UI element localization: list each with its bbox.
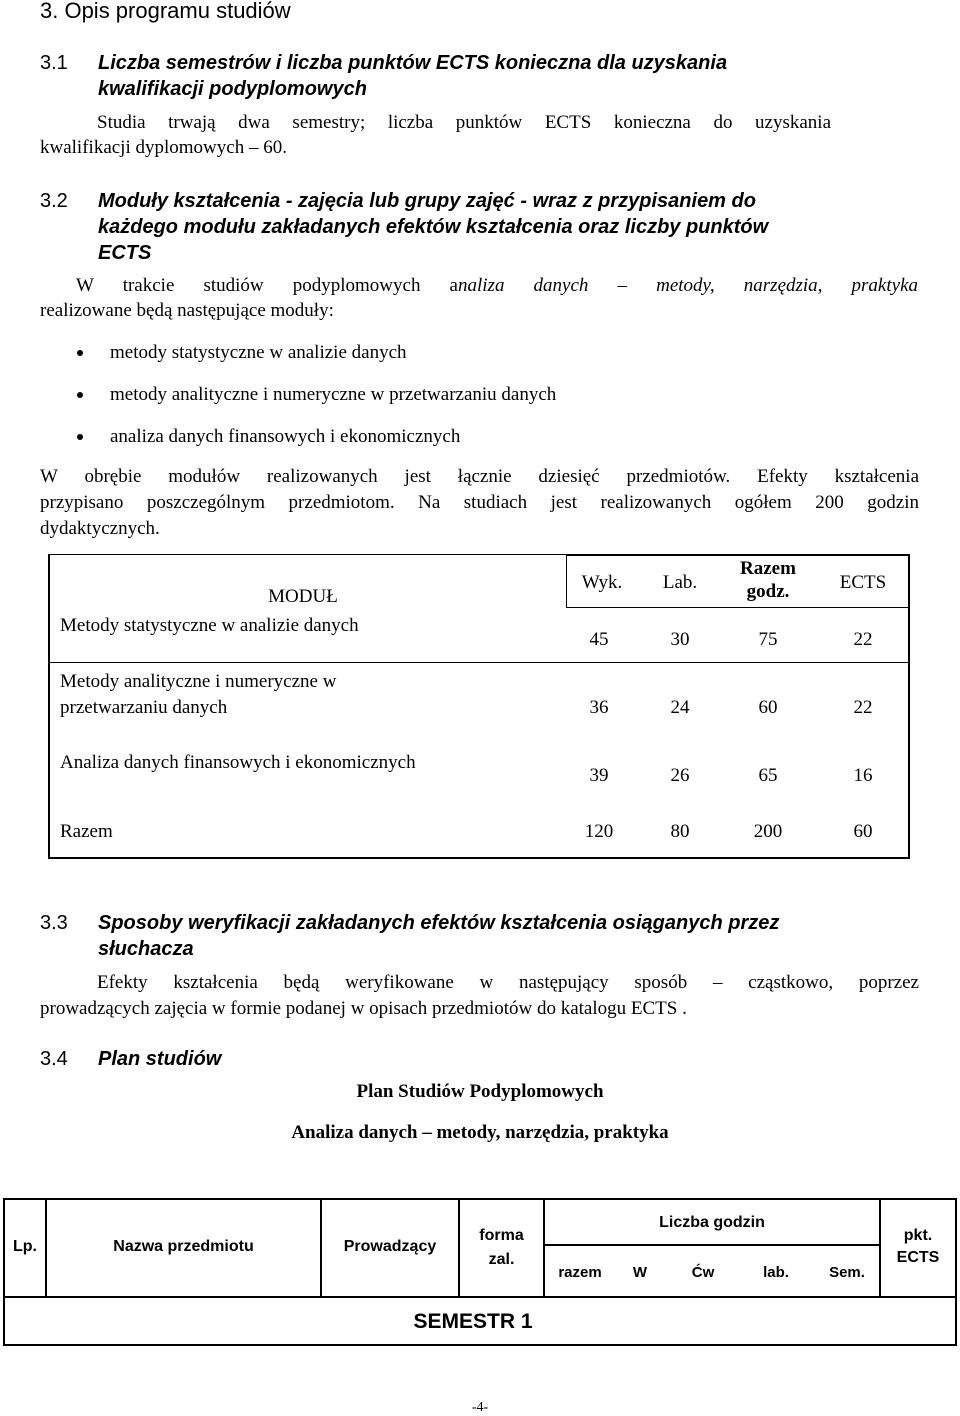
ects-value: 22 [853,697,873,718]
section-3-1-number: 3.1 [40,52,68,74]
section-3-4-title: Plan studiów [98,1048,222,1070]
module-list-item: analiza danych finansowych i ekonomicznych [110,426,461,447]
lab-total: 80 [670,821,690,842]
ects-total: 60 [853,821,873,842]
module-column-header: MODUŁ [268,586,338,607]
section-3-4-number: 3.4 [40,1048,68,1070]
ects-points-header: pkt. ECTS [896,1227,940,1266]
wyk-value: 36 [589,697,609,718]
lecturer-header: Prowadzący [343,1238,437,1255]
section-3-3-text-line1: Efekty kształcenia będą weryfikowane w następujący sposób – cząstkowo, poprzez [97,972,919,993]
module-name: Metody statystyczne w analizie danych [60,615,359,636]
section-3-1-text-line2: kwalifikacji dyplomowych – 60. [40,137,287,158]
razem-total: 200 [753,821,783,842]
bullet-icon [77,434,83,440]
wyk-column-header: Wyk. [581,572,623,593]
section-3-2-intro-line1: W trakcie studiów podyplomowych analiza danych – metody, narzędzia, praktyka [76,275,918,296]
razem-value: 65 [758,765,778,786]
section-3-2-title: Moduły kształcenia - zajęcia lub grupy zajęć - wraz z przypisaniem do każdego modułu zakładanych efektów kształcenia oraz liczby punktów ECTS [98,190,769,264]
section-3-1-title: Liczba semestrów i liczba punktów ECTS konieczna dla uzyskania kwalifikacji podyplomowych [98,52,728,100]
total-label: Razem [60,821,113,842]
lab-column-header: Lab. [662,572,698,593]
module-name: Metody analityczne i numeryczne w przetwarzaniu danych [60,671,337,718]
section-3-2-number: 3.2 [40,190,68,212]
razem-column-header: Razem godz. [740,558,796,602]
page-number: -4- [471,1400,489,1415]
plan-title: Plan Studiów Podyplomowych [356,1081,604,1102]
section-3-1-text-line1: Studia trwają dwa semestry; liczba punktów ECTS konieczna do uzyskania [97,112,831,133]
wyk-total: 120 [584,821,614,842]
bullet-icon [77,350,83,356]
hours-exercise-header: Ćw [691,1264,715,1281]
semester-label: SEMESTR 1 [413,1310,533,1333]
pass-form-header: forma zal. [479,1227,524,1268]
section-3-2-intro-line2: realizowane będą następujące moduły: [40,300,334,321]
wyk-value: 39 [589,765,609,786]
lp-header: Lp. [13,1238,37,1255]
section-3-3-title: Sposoby weryfikacji zakładanych efektów kształcenia osiąganych przez słuchacza [98,912,780,960]
hours-lab-header: lab. [763,1264,789,1281]
plan-table [3,1198,957,1346]
subject-name-header: Nazwa przedmiotu [113,1238,254,1255]
modules-table [48,554,910,859]
section-3-2-para-line3: dydaktycznych. [40,518,160,539]
ects-value: 16 [853,765,873,786]
razem-value: 60 [758,697,778,718]
lab-value: 24 [670,697,690,718]
section-3-3-number: 3.3 [40,912,68,934]
bullet-icon [77,392,83,398]
lab-value: 26 [670,765,690,786]
razem-value: 75 [758,629,778,650]
hours-lecture-header: W [632,1264,648,1281]
wyk-value: 45 [589,629,609,650]
module-list-item: metody statystyczne w analizie danych [110,342,407,363]
section-3-3-text-line2: prowadzących zajęcia w formie podanej w opisach przedmiotów do katalogu ECTS . [40,998,687,1019]
lab-value: 30 [670,629,690,650]
ects-column-header: ECTS [839,572,887,593]
module-list-item: metody analityczne i numeryczne w przetwarzaniu danych [110,384,557,405]
ects-value: 22 [853,629,873,650]
hours-seminar-header: Sem. [829,1264,865,1281]
hours-total-header: razem [558,1264,602,1281]
hours-header: Liczba godzin [659,1214,765,1231]
section-3-2-para-line2: przypisano poszczególnym przedmiotom. Na studiach jest realizowanych ogółem 200 godzin [40,492,919,513]
section-heading: 3. Opis programu studiów [40,0,291,23]
section-3-2-para-line1: W obrębie modułów realizowanych jest łącznie dziesięć przedmiotów. Efekty kształcenia [40,466,919,487]
module-name: Analiza danych finansowych i ekonomicznych [60,752,416,773]
plan-subtitle: Analiza danych – metody, narzędzia, praktyka [291,1122,669,1143]
